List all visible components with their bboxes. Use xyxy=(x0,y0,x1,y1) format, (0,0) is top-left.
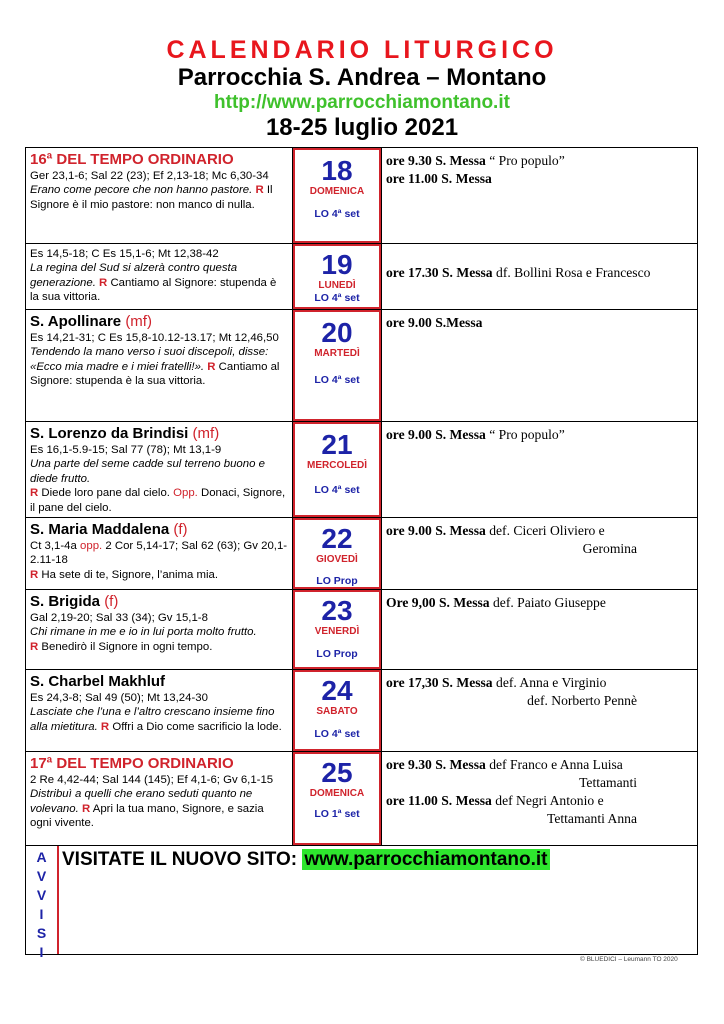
feast-title: 16ª DEL TEMPO ORDINARIO xyxy=(30,151,234,168)
date-cell xyxy=(293,590,381,669)
mass-entry xyxy=(386,170,697,188)
feast-title: S. Apollinare xyxy=(30,313,122,330)
day-row-25 xyxy=(26,752,697,846)
day-row-21 xyxy=(26,422,697,518)
mass-entry xyxy=(386,152,697,170)
avvisi-label xyxy=(26,846,59,960)
page-title: CALENDARIO LITURGICO xyxy=(166,36,558,64)
day-row-22 xyxy=(26,518,697,590)
avvisi-text: VISITATE IL NUOVO SITO: xyxy=(62,849,298,870)
mass-time: ore 9.00 S. Messa xyxy=(386,427,486,442)
mass-note: def Franco e Anna Luisa xyxy=(489,757,623,772)
day-name: MARTEDÌ xyxy=(314,348,360,359)
parish-name: Parrocchia S. Andrea – Montano xyxy=(177,64,547,91)
mass-entry xyxy=(386,792,697,810)
day-number: 20 xyxy=(321,317,353,348)
mass-entry xyxy=(386,594,697,612)
response-marker: R xyxy=(30,640,39,653)
readings-cell xyxy=(26,752,293,845)
feast-rank: (f) xyxy=(173,521,188,538)
mass-note: “ Pro populo” xyxy=(489,153,565,168)
antiphon: Lasciate che l’una e l’altro crescano insieme fino alla mietitura. xyxy=(30,706,275,733)
avvisi-message xyxy=(62,848,550,872)
website-link[interactable]: www.parrocchiamontano.it xyxy=(304,849,548,870)
masses-cell xyxy=(381,752,697,845)
alternative-marker: opp. xyxy=(80,540,103,552)
reading-refs: Ger 23,1-6; Sal 22 (23); Ef 2,13-18; Mc 6,30-34 xyxy=(30,170,269,182)
feast-rank: (mf) xyxy=(125,313,152,330)
reading-refs: Ct 3,1-4a xyxy=(30,540,77,552)
mass-time: ore 9.00 S.Messa xyxy=(386,315,483,330)
mass-time: Ore 9,00 S. Messa xyxy=(386,595,490,610)
feast-title: S. Lorenzo da Brindisi xyxy=(30,425,189,442)
copyright-footer: © BLUEDICI – Leumann TO 2020 xyxy=(580,956,678,963)
psalm-response: Offri a Dio come sacrificio la lode. xyxy=(112,720,282,733)
readings-cell xyxy=(26,310,293,421)
antiphon: Una parte del seme cadde sul terreno buono e diede frutto. xyxy=(30,458,265,485)
feast-title: S. Charbel Makhluf xyxy=(30,673,166,690)
liturgy-set: LO Prop xyxy=(316,648,358,660)
response-marker: R xyxy=(207,360,216,373)
date-cell xyxy=(293,670,381,751)
response-marker: R xyxy=(81,802,91,815)
liturgy-set: LO 4ª set xyxy=(314,292,360,304)
psalm-response-alt: Donaci, Signore, il pane del cielo. xyxy=(30,487,286,514)
liturgy-set: LO 4ª set xyxy=(314,728,360,740)
liturgy-set: LO 4ª set xyxy=(314,484,360,496)
day-number: 19 xyxy=(321,249,353,280)
liturgy-set: LO 1ª set xyxy=(314,808,360,820)
mass-time: ore 17.30 S. Messa xyxy=(386,265,493,280)
masses-cell xyxy=(381,518,697,589)
alternative-marker: Opp. xyxy=(173,487,198,500)
response-marker: R xyxy=(99,276,108,289)
mass-entry xyxy=(386,264,697,282)
antiphon: Chi rimane in me e io in lui porta molto frutto. xyxy=(30,626,257,639)
psalm-response: Apri la tua mano, Signore, e sazia ogni vivente. xyxy=(30,802,264,830)
readings-cell xyxy=(26,518,293,589)
masses-cell xyxy=(381,670,697,751)
psalm-response: Cantiamo al Signore: stupenda è la sua vittoria. xyxy=(30,360,280,388)
date-cell xyxy=(293,148,381,243)
date-cell xyxy=(293,422,381,517)
mass-time: ore 11.00 S. Messa xyxy=(386,171,492,186)
header xyxy=(0,36,724,142)
liturgy-set: LO 4ª set xyxy=(314,208,360,220)
day-name: DOMENICA xyxy=(309,186,365,197)
liturgy-set: LO 4ª set xyxy=(314,374,360,386)
psalm-response: Benedirò il Signore in ogni tempo. xyxy=(41,640,213,653)
response-marker: R xyxy=(30,568,39,581)
reading-refs: Es 14,5-18; C Es 15,1-6; Mt 12,38-42 xyxy=(30,248,219,260)
mass-time: ore 9.30 S. Messa xyxy=(386,757,486,772)
day-name: SABATO xyxy=(316,706,358,717)
response-marker: R xyxy=(255,184,264,197)
mass-note-cont: Tettamanti Anna xyxy=(546,811,637,826)
day-name: VENERDÌ xyxy=(314,626,360,637)
day-row-23 xyxy=(26,590,697,670)
day-name: MERCOLEDÌ xyxy=(307,460,367,471)
mass-entry xyxy=(386,756,697,774)
liturgy-set: LO Prop xyxy=(316,575,358,587)
mass-note: “ Pro populo” xyxy=(489,427,565,442)
day-name: LUNEDÌ xyxy=(318,280,356,291)
reading-refs: Es 14,21-31; C Es 15,8-10.12-13.17; Mt 12,46,50 xyxy=(30,332,279,344)
mass-note: def Negri Antonio e xyxy=(495,793,604,808)
avvisi-letter: I xyxy=(39,944,44,960)
day-number: 24 xyxy=(321,675,353,706)
readings-cell xyxy=(26,422,293,517)
readings-cell xyxy=(26,590,293,669)
day-row-19 xyxy=(26,244,697,310)
response-marker: R xyxy=(30,487,39,500)
readings-cell xyxy=(26,670,293,751)
readings-cell xyxy=(26,244,293,309)
day-number: 21 xyxy=(321,429,353,460)
day-name: DOMENICA xyxy=(309,788,365,799)
mass-note: def. Anna e Virginio xyxy=(496,675,607,690)
avvisi-letter: V xyxy=(36,887,47,903)
mass-entry xyxy=(386,426,697,444)
mass-entry xyxy=(386,314,697,332)
reading-refs: 2 Re 4,42-44; Sal 144 (145); Ef 4,1-6; Gv 6,1-15 xyxy=(30,774,274,786)
mass-time: ore 11.00 S. Messa xyxy=(386,793,492,808)
mass-time: ore 9.00 S. Messa xyxy=(386,523,486,538)
date-cell xyxy=(293,518,381,589)
psalm-response: Il Signore è il mio pastore: non manco di nulla. xyxy=(30,184,273,211)
feast-rank: (mf) xyxy=(192,425,220,442)
date-cell xyxy=(293,244,381,309)
avvisi-letter: I xyxy=(39,906,44,922)
masses-cell xyxy=(381,244,697,309)
readings-cell xyxy=(26,148,293,243)
psalm-response: Ha sete di te, Signore, l’anima mia. xyxy=(41,568,219,581)
date-range: 18-25 luglio 2021 xyxy=(265,114,459,141)
feast-title: 17ª DEL TEMPO ORDINARIO xyxy=(30,755,234,772)
masses-cell xyxy=(381,148,697,243)
mass-entry xyxy=(386,522,697,540)
date-cell xyxy=(293,752,381,845)
feast-title: S. Brigida xyxy=(30,593,101,610)
masses-cell xyxy=(381,422,697,517)
day-row-20 xyxy=(26,310,697,422)
mass-entry xyxy=(386,674,697,692)
reading-refs: Es 24,3-8; Sal 49 (50); Mt 13,24-30 xyxy=(30,692,208,704)
psalm-response: Diede loro pane dal cielo. xyxy=(41,487,170,500)
reading-refs: Gal 2,19-20; Sal 33 (34); Gv 15,1-8 xyxy=(30,612,208,624)
mass-note-cont: def. Norberto Pennè xyxy=(527,693,637,708)
day-name: GIOVEDÌ xyxy=(316,554,358,565)
masses-cell xyxy=(381,590,697,669)
avvisi-letter: S xyxy=(36,925,47,941)
avvisi-letter: A xyxy=(36,849,47,865)
antiphon: Distribuì a quelli che erano seduti quanto ne volevano. xyxy=(30,788,253,815)
date-cell xyxy=(293,310,381,421)
reading-refs: Es 16,1-5.9-15; Sal 77 (78); Mt 13,1-9 xyxy=(30,444,222,456)
reading-refs-2: 2 Cor 5,14-17; Sal 62 (63); Gv 20,1-2.11-18 xyxy=(30,540,288,567)
mass-note-cont: Tettamanti xyxy=(579,775,637,790)
mass-note-cont: Geromina xyxy=(582,541,637,556)
mass-time: ore 17,30 S. Messa xyxy=(386,675,493,690)
feast-title: S. Maria Maddalena xyxy=(30,521,170,538)
antiphon: Erano come pecore che non hanno pastore. xyxy=(30,184,253,197)
mass-time: ore 9.30 S. Messa xyxy=(386,153,486,168)
avvisi-letter: V xyxy=(36,868,47,884)
day-row-24 xyxy=(26,670,697,752)
mass-note: def. Ciceri Oliviero e xyxy=(489,523,605,538)
day-number: 25 xyxy=(321,757,353,788)
antiphon: La regina del Sud si alzerà contro questa generazione. xyxy=(30,262,238,289)
masses-cell xyxy=(381,310,697,421)
feast-rank: (f) xyxy=(104,593,119,610)
day-row-18 xyxy=(26,148,697,244)
parish-url[interactable]: http://www.parrocchiamontano.it xyxy=(214,92,510,113)
mass-note: df. Bollini Rosa e Francesco xyxy=(496,265,651,280)
psalm-response: Cantiamo al Signore: stupenda è la sua vittoria. xyxy=(30,276,277,304)
day-number: 18 xyxy=(321,155,353,186)
day-number: 23 xyxy=(321,595,353,626)
mass-note: def. Paiato Giuseppe xyxy=(493,595,606,610)
antiphon: Tendendo la mano verso i suoi discepoli, disse: «Ecco mia madre e i miei fratelli!». xyxy=(30,346,269,373)
day-number: 22 xyxy=(321,523,353,554)
response-marker: R xyxy=(100,720,110,733)
